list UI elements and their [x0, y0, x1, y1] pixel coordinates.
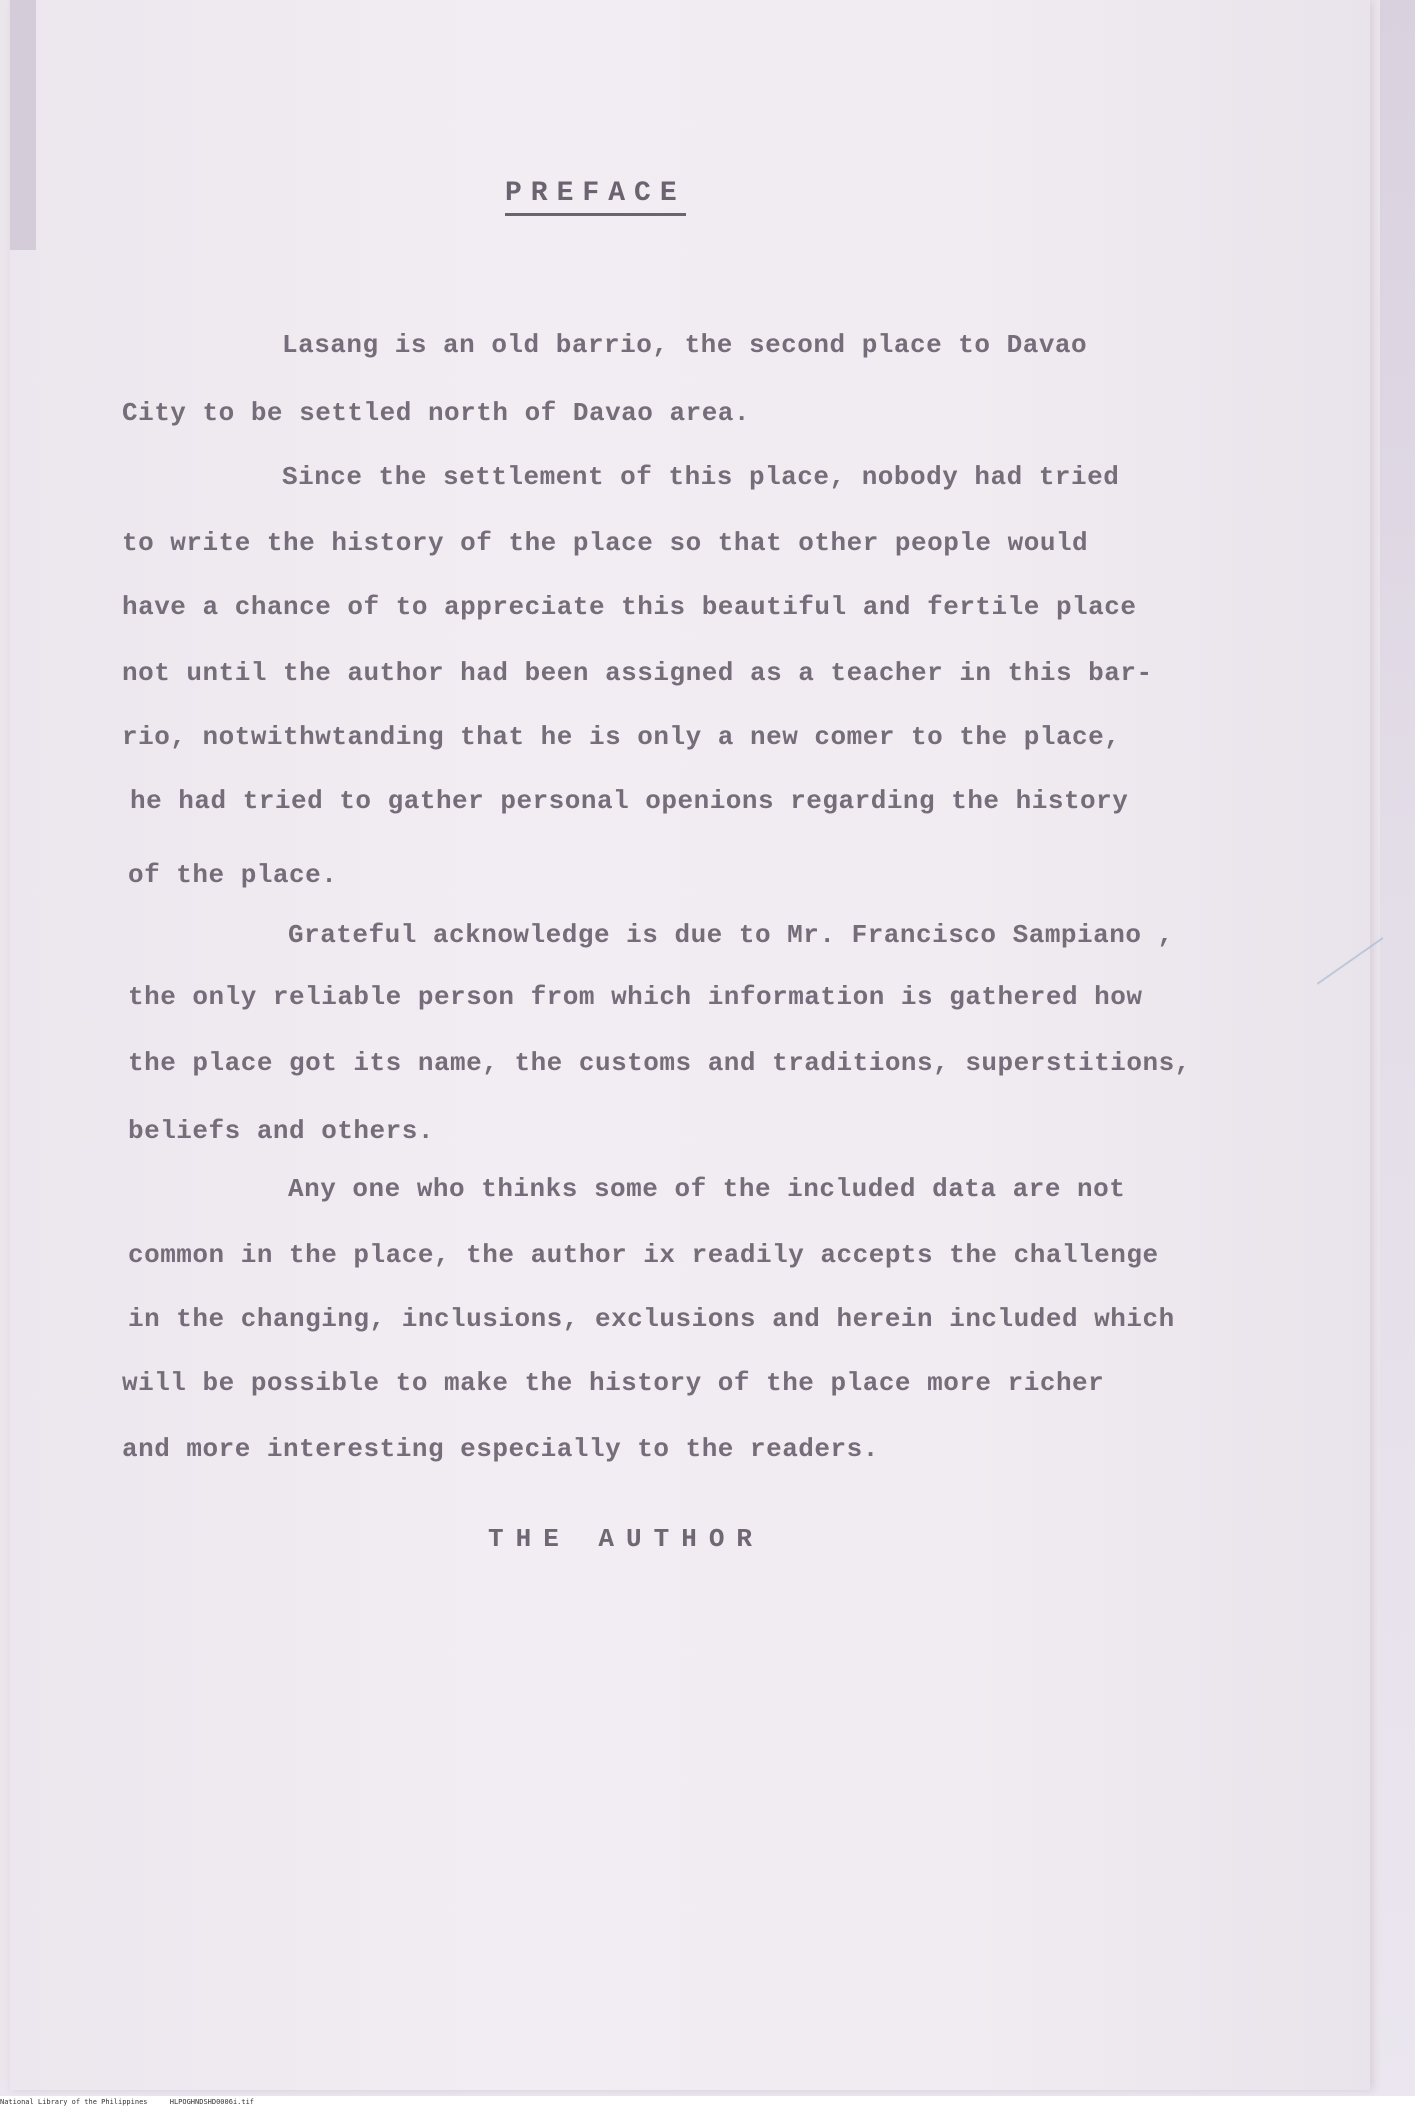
- paragraph-line: the place got its name, the customs and traditions, superstitions,: [128, 1048, 1191, 1078]
- footer-file: HLPOGHNDSHD0006i.tif: [169, 2098, 255, 2106]
- paragraph-line: rio, notwithwtanding that he is only a new comer to the place,: [122, 722, 1121, 752]
- paragraph-line: have a chance of to appreciate this beautiful and fertile place: [122, 592, 1137, 622]
- paragraph-line: of the place.: [128, 860, 338, 890]
- paragraph-line: City to be settled north of Davao area.: [122, 398, 750, 428]
- paragraph-line: in the changing, inclusions, exclusions and herein included which: [128, 1304, 1175, 1334]
- paragraph-line: beliefs and others.: [128, 1116, 434, 1146]
- paragraph-line: Lasang is an old barrio, the second place to Davao: [282, 330, 1088, 360]
- paragraph-line: Since the settlement of this place, nobody had tried: [282, 462, 1120, 492]
- paragraph-line: and more interesting especially to the readers.: [122, 1434, 879, 1464]
- footer-library: National Library of the Philippines: [0, 2098, 148, 2106]
- document-page: [10, 0, 1370, 2090]
- page-corner-shadow: [10, 0, 36, 250]
- paragraph-line: common in the place, the author ix readily accepts the challenge: [128, 1240, 1159, 1270]
- paragraph-line: Any one who thinks some of the included data are not: [288, 1174, 1126, 1204]
- paragraph-line: will be possible to make the history of the place more richer: [122, 1368, 1105, 1398]
- paragraph-line: the only reliable person from which information is gathered how: [128, 982, 1143, 1012]
- paragraph-line: not until the author had been assigned as a teacher in this bar-: [122, 658, 1153, 688]
- paragraph-line: to write the history of the place so that other people would: [122, 528, 1089, 558]
- page-title: PREFACE: [505, 178, 686, 216]
- author-signature: THE AUTHOR: [488, 1524, 765, 1554]
- paragraph-line: he had tried to gather personal openions regarding the history: [130, 786, 1129, 816]
- paragraph-line: Grateful acknowledge is due to Mr. Francisco Sampiano ,: [288, 920, 1174, 950]
- scan-footer: [0, 2096, 1415, 2108]
